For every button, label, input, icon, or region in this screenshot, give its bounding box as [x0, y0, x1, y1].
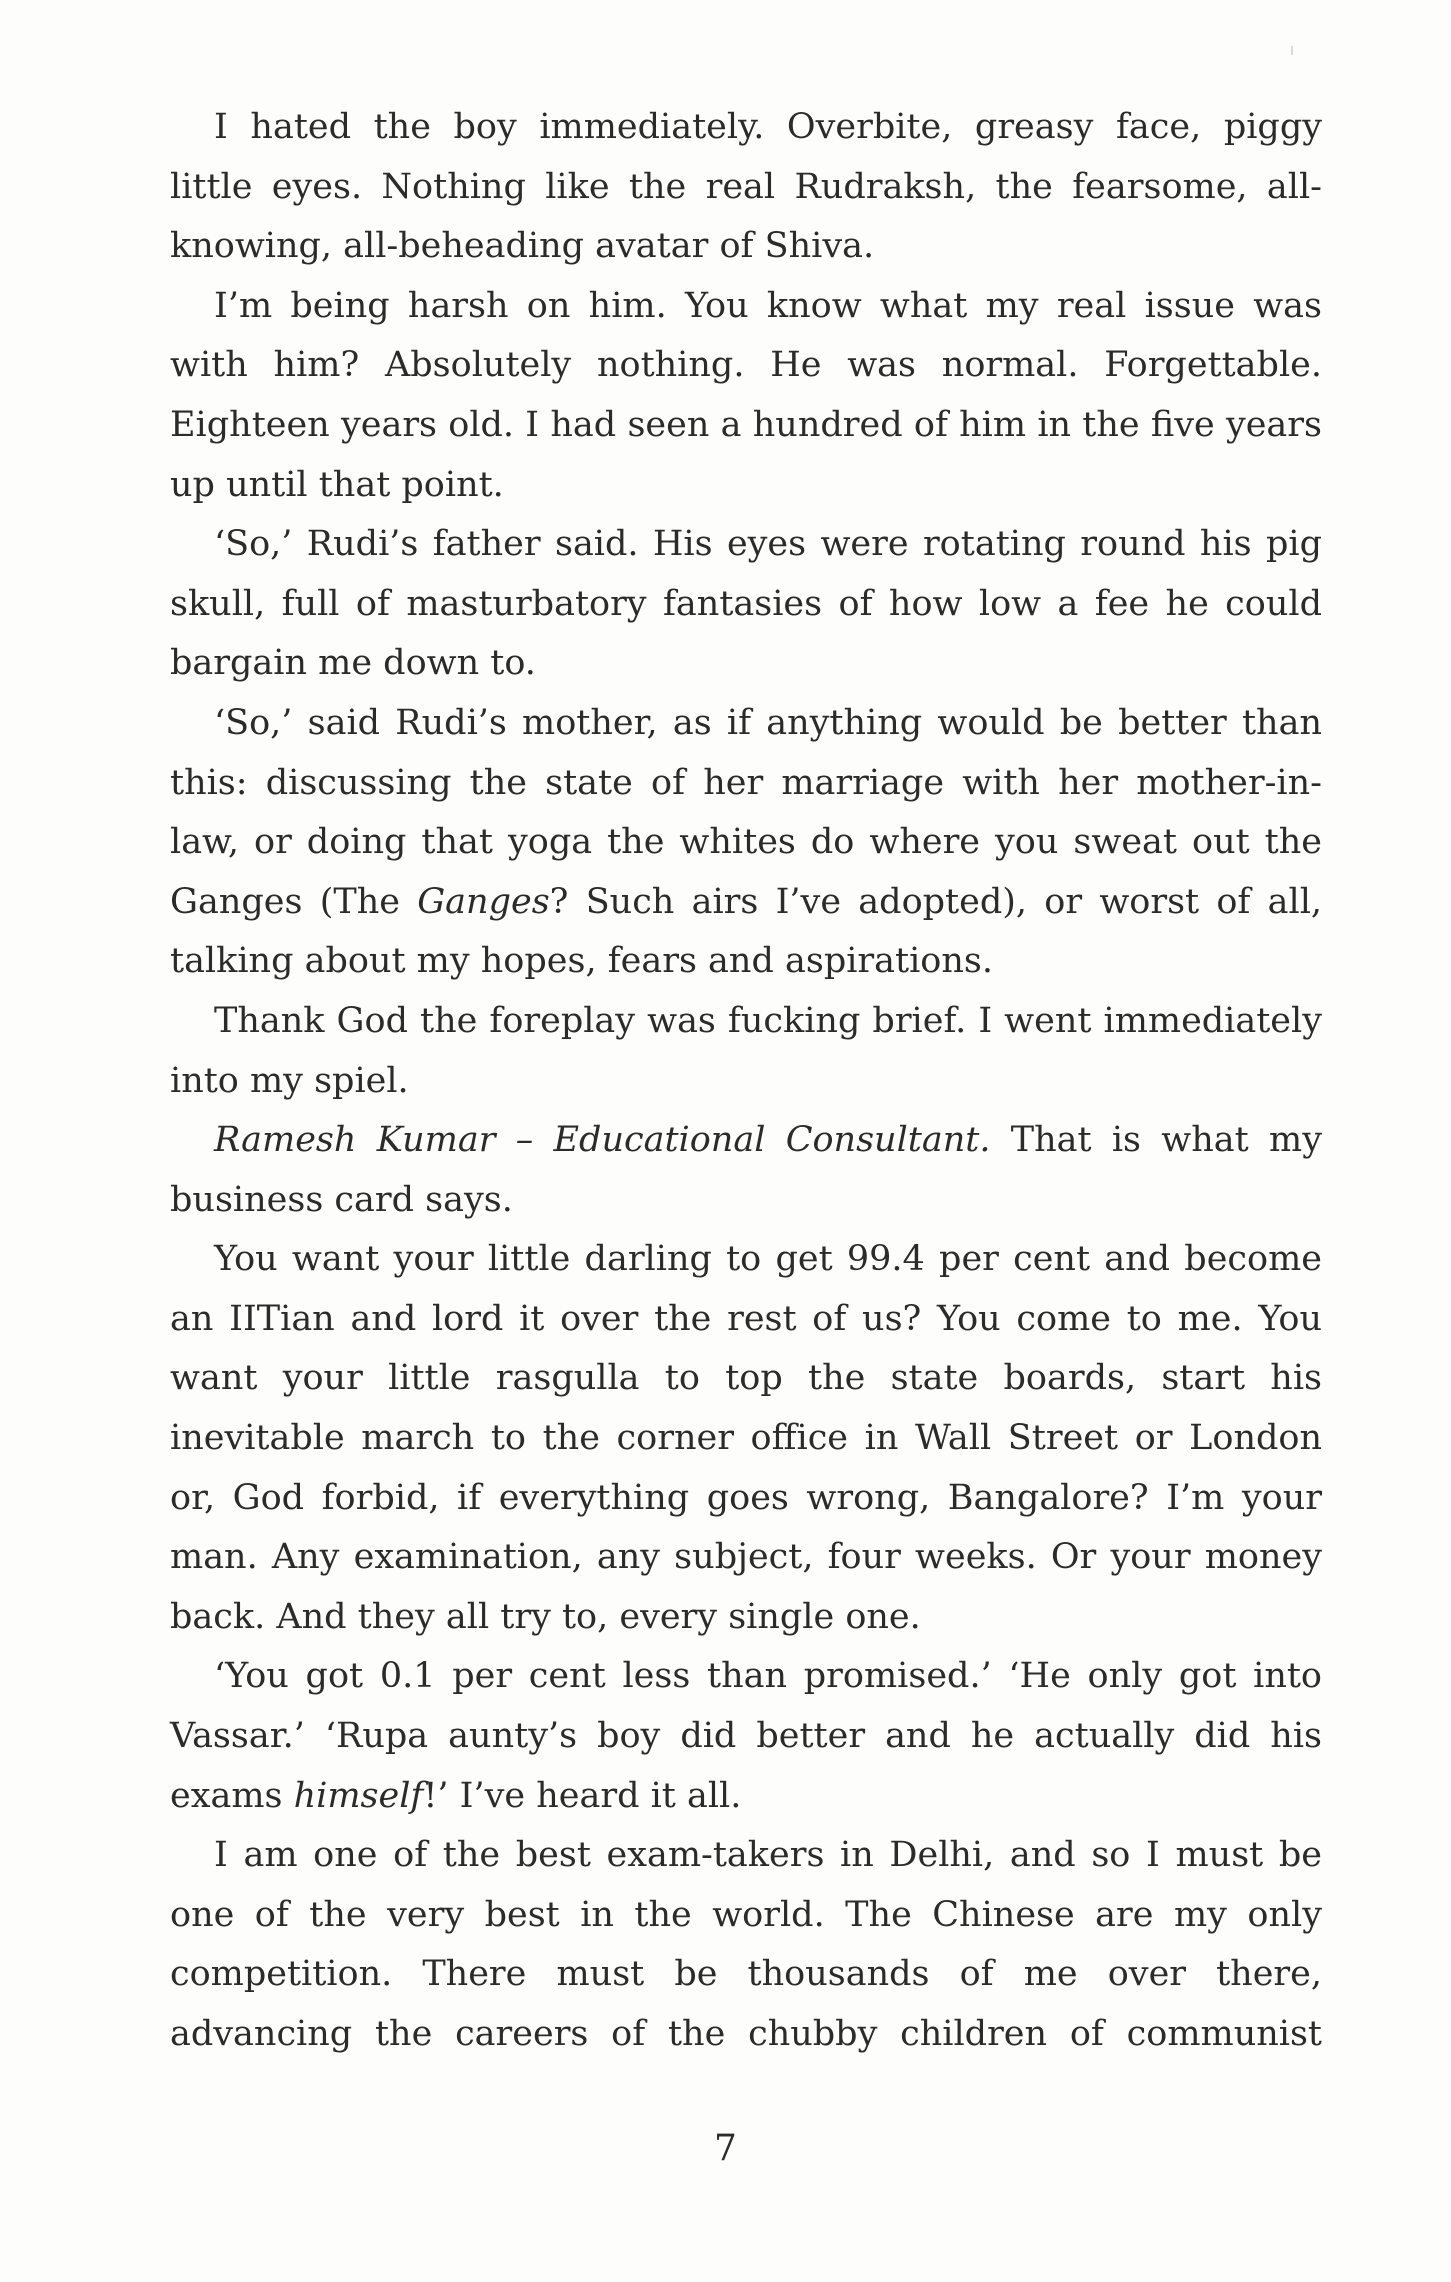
- text-segment: That is what my business card says.: [170, 1120, 1322, 1220]
- text-segment: ‘You got 0.1 per cent less than promised.’ ‘He only got into Vassar.’ ‘Rupa aunty’s boy did better and he actually did his exams: [170, 1656, 1322, 1816]
- text-segment: I hated the boy immediately. Overbite, greasy face, piggy little eyes. Nothing like the real Rudraksh, the fearsome, all-knowing, all-beheading avatar of Shiva.: [170, 107, 1322, 267]
- paragraph: [170, 1111, 1322, 1230]
- paper-speck: [1291, 46, 1293, 55]
- text-segment: ? Such airs I’ve adopted), or worst of all, talking about my hopes, fears and aspirations.: [170, 881, 1323, 982]
- text-segment: I am one of the best exam-takers in Delhi, and so I must be one of the very best in the world. The Chinese are my only competition. There must be thousands of me over there, advancing the careers of the chubby children of communist: [170, 1835, 1322, 2054]
- text-segment-italic: himself: [293, 1775, 424, 1816]
- text-segment: ‘So,’ said Rudi’s mother, as if anything would be better than this: discussing the state of her marriage with her mother-in-law, or doing that yoga the whites do where you sweat out the Ganges (The: [170, 702, 1322, 922]
- body-text: [170, 98, 1322, 2065]
- text-segment: ‘So,’ Rudi’s father said. His eyes were rotating round his pig skull, full of masturbatory fantasies of how low a fee he could bargain me down to.: [170, 524, 1322, 684]
- paragraph: [170, 515, 1322, 694]
- text-segment-italic: Ramesh Kumar – Educational Consultant.: [214, 1120, 991, 1161]
- paragraph: [170, 98, 1322, 277]
- paragraph: [170, 694, 1322, 992]
- text-segment: !’ I’ve heard it all.: [423, 1775, 742, 1816]
- paragraph: [170, 277, 1322, 515]
- text-segment: You want your little darling to get 99.4 per cent and become an IITian and lord it over the rest of us? You come to me. You want your little rasgulla to top the state boards, start his inevitable march to the corner office in Wall Street or London or, God forbid, if everything goes wrong, Bangalore? I’m your man. Any examination, any subject, four weeks. Or your money back. And they all try to, every single one.: [170, 1239, 1322, 1637]
- paragraph: [170, 1826, 1322, 2064]
- text-segment: I’m being harsh on him. You know what my real issue was with him? Absolutely nothing. He was normal. Forgettable. Eighteen years old. I had seen a hundred of him in the five years up until that point.: [170, 285, 1322, 505]
- text-segment-italic: Ganges: [417, 881, 550, 922]
- page-number: 7: [714, 2128, 737, 2169]
- text-segment: Thank God the foreplay was fucking brief. I went immediately into my spiel.: [170, 1000, 1322, 1101]
- paragraph: [170, 992, 1322, 1111]
- paragraph: [170, 1230, 1322, 1647]
- paragraph: [170, 1647, 1322, 1826]
